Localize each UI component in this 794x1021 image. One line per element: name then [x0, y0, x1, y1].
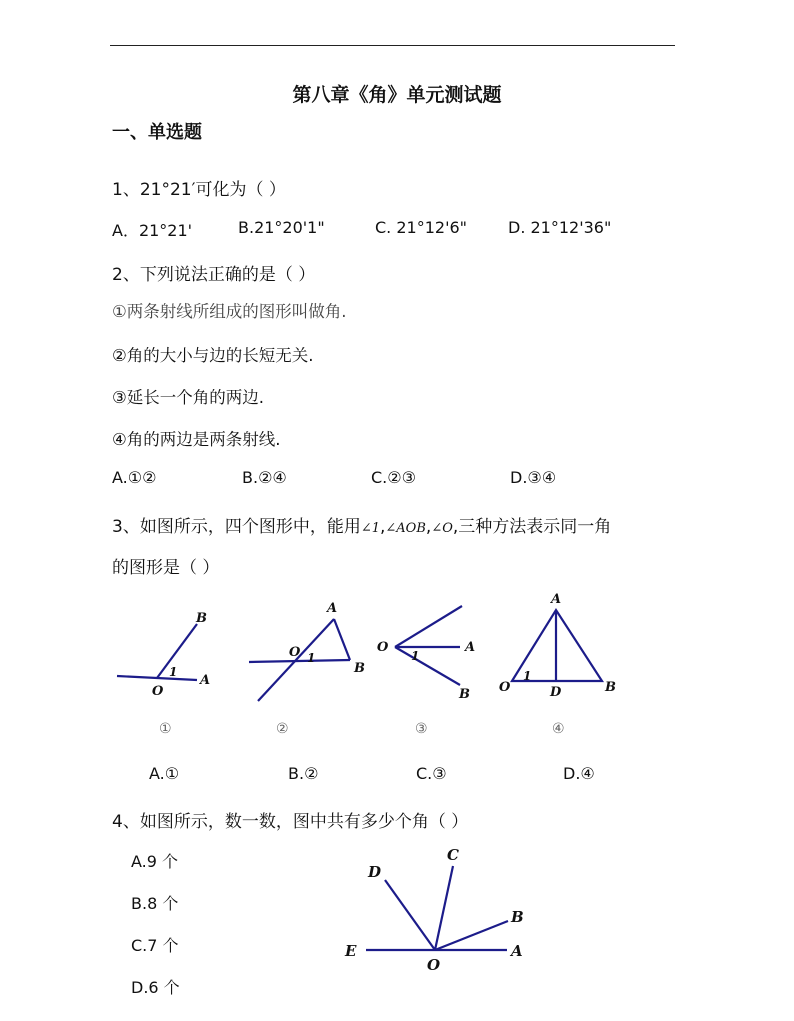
- q4-ray-oc: [435, 866, 453, 950]
- q4-option-a: A.9 个: [131, 852, 179, 871]
- q1-option-a: A．21°21': [112, 221, 193, 240]
- question-1-stem: 1、21°21′可化为（ ）: [112, 180, 286, 200]
- q4-rays: [366, 866, 508, 950]
- figure-1-label: ①: [159, 721, 172, 737]
- f3-label-a: A: [465, 640, 476, 655]
- f3-label-o: O: [377, 640, 389, 655]
- q1-option-b: B.21°20'1": [238, 218, 325, 237]
- question-2-stem: 2、下列说法正确的是（ ）: [112, 265, 316, 285]
- f1-label-a: A: [200, 673, 211, 688]
- q1-option-d: D. 21°12'36": [508, 218, 612, 237]
- f2-label-o: O: [289, 645, 301, 660]
- f2-label-b: B: [354, 661, 365, 676]
- q3-option-b: B.②: [288, 764, 319, 783]
- q3-separator-1: ,: [380, 517, 386, 537]
- f2-label-a: A: [327, 601, 338, 616]
- q2-statement-1: ①两条射线所组成的图形叫做角.: [112, 302, 347, 321]
- q4-option-b: B.8 个: [131, 894, 179, 913]
- q3-stem-part-a: 3、如图所示，四个图形中，能用: [112, 517, 361, 537]
- angle-o-symbol: ∠O: [431, 521, 453, 536]
- question-4-stem: 4、如图所示，数一数，图中共有多少个角（ ）: [112, 812, 469, 832]
- q4-label-e: E: [345, 942, 357, 960]
- q2-statement-4: ④角的两边是两条射线.: [112, 430, 281, 449]
- figure-3: [395, 606, 462, 685]
- page-title: 第八章《角》单元测试题: [292, 84, 502, 106]
- f4-label-a: A: [551, 592, 562, 607]
- q1-option-c: C. 21°12'6": [375, 218, 467, 237]
- q4-option-c: C.7 个: [131, 936, 179, 955]
- f3-label-b: B: [459, 687, 470, 702]
- question-3-stem-cont: 的图形是（ ）: [112, 558, 220, 578]
- figure-1: [117, 624, 197, 680]
- q2-statement-2: ②角的大小与边的长短无关.: [112, 346, 314, 365]
- figure-2-label: ②: [276, 721, 289, 737]
- q4-option-d: D.6 个: [131, 978, 180, 997]
- q4-ray-od: [385, 880, 435, 950]
- q3-separator-2: ,: [425, 517, 432, 537]
- q4-label-o: O: [427, 956, 441, 974]
- f1-label-o: O: [152, 684, 164, 699]
- angle-aob-symbol: ∠AOB: [385, 521, 426, 536]
- f4-label-b: B: [605, 680, 616, 695]
- header-rule: [110, 45, 675, 46]
- q2-option-b: B.②④: [242, 468, 287, 487]
- figure-2: [249, 619, 350, 701]
- q3-figures: [0, 580, 794, 730]
- q2-statement-3: ③延长一个角的两边.: [112, 388, 265, 407]
- q4-label-d: D: [368, 863, 382, 881]
- angle-1-symbol: ∠1: [360, 521, 380, 536]
- f2-horizontal-line: [249, 660, 350, 662]
- q4-label-b: B: [511, 908, 524, 926]
- f1-label-1: 1: [169, 665, 178, 679]
- figure-3-label: ③: [415, 721, 428, 737]
- f3-ray-ob: [395, 647, 460, 685]
- q2-option-d: D.③④: [510, 468, 557, 487]
- f3-upper-ray: [395, 606, 462, 647]
- figure-4-label: ④: [552, 721, 565, 737]
- f2-label-1: 1: [307, 651, 316, 665]
- f4-label-1: 1: [523, 669, 532, 683]
- q3-option-c: C.③: [416, 764, 447, 783]
- q4-ray-ob: [435, 921, 508, 950]
- question-3-stem: [112, 512, 611, 537]
- q4-label-c: C: [447, 846, 459, 864]
- f4-label-o: O: [499, 680, 511, 695]
- section-heading: 一、单选题: [112, 122, 202, 143]
- q3-option-d: D.④: [563, 764, 595, 783]
- q2-option-a: A.①②: [112, 468, 157, 487]
- f4-label-d: D: [550, 685, 562, 700]
- q4-label-a: A: [511, 942, 523, 960]
- q3-option-a: A.①: [149, 764, 180, 783]
- f3-label-1: 1: [411, 649, 420, 663]
- f1-label-b: B: [196, 611, 207, 626]
- f2-side-ab: [334, 619, 350, 660]
- q3-stem-part-b: ,三种方法表示同一角: [452, 517, 612, 537]
- q2-option-c: C.②③: [371, 468, 416, 487]
- q4-figure: [330, 840, 530, 980]
